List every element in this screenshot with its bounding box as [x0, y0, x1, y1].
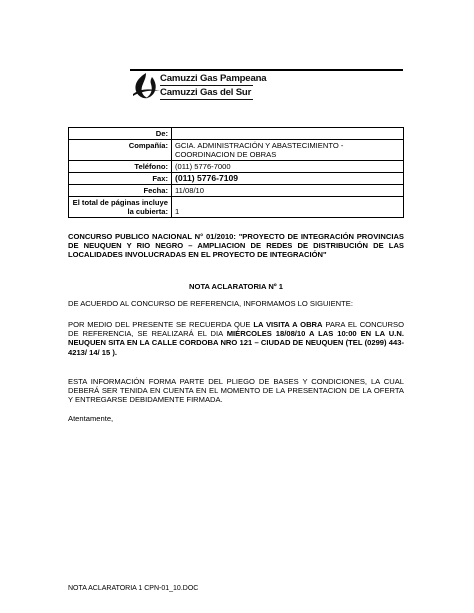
table-row: [69, 128, 404, 140]
fax-value: (011) 5776-7109: [172, 173, 404, 185]
nota-title: NOTA ACLARATORIA Nº 1: [189, 282, 283, 291]
fax-label: Fax:: [69, 173, 172, 185]
visit-text-1: POR MEDIO DEL PRESENTE SE RECUERDA QUE: [68, 320, 254, 329]
intro-paragraph: DE ACUERDO AL CONCURSO DE REFERENCIA, INFORMAMOS LO SIGUIENTE:: [68, 299, 353, 308]
concurso-heading: CONCURSO PUBLICO NACIONAL N° 01/2010: "PROYECTO DE INTEGRACIÓN PROVINCIAS DE NEUQUEN Y RIO NEGRO – AMPLIACION DE REDES DE DISTRIBUCIÓN DE LAS LOCALIDADES INVOLUCRADAS EN EL PROYECTO DE INTEGRACIÓN": [68, 232, 404, 260]
visit-highlight: LA VISITA A OBRA: [253, 320, 323, 329]
company-logo: [130, 72, 270, 102]
table-row: [69, 140, 404, 161]
logo-divider: [160, 85, 253, 86]
logo-text-pampeana: Camuzzi Gas Pampeana: [160, 73, 267, 84]
from-label: De:: [69, 128, 172, 140]
company-value: GCIA. ADMINISTRACIÓN Y ABASTECIMIENTO - COORDINACION DE OBRAS: [172, 140, 404, 161]
visit-text-2: PARA EL CONCURSO DE REFERENCIA, SE REALIZARÁ EL DIA: [68, 320, 404, 339]
page-count-label: El total de páginas incluye la cubierta:: [69, 197, 172, 218]
phone-label: Teléfono:: [69, 161, 172, 173]
phone-value: (011) 5776-7000: [172, 161, 404, 173]
footer-filename: NOTA ACLARATORIA 1 CPN-01_10.DOC: [68, 585, 199, 592]
logo-divider: [160, 99, 253, 100]
flame-logo-icon: [130, 72, 162, 100]
table-row: [69, 197, 404, 218]
header-rule: [130, 69, 403, 71]
table-row: [69, 185, 404, 197]
visit-details: MIÉRCOLES 18/08/10 A LAS 10:00 EN LA U.N. NEUQUEN SITA EN LA CALLE CORDOBA NRO 121 – CIUDAD DE NEUQUEN (TEL (0299) 443-4213/ 14/ 15 ).: [68, 329, 404, 357]
visit-paragraph: [68, 320, 404, 357]
logo-text-sur: Camuzzi Gas del Sur: [160, 87, 252, 98]
table-row: [69, 161, 404, 173]
page-count-value: 1: [172, 197, 404, 218]
date-label: Fecha:: [69, 185, 172, 197]
from-value: [172, 128, 404, 140]
table-row: [69, 173, 404, 185]
fax-cover-table: [68, 127, 404, 218]
info-paragraph: ESTA INFORMACIÓN FORMA PARTE DEL PLIEGO DE BASES Y CONDICIONES, LA CUAL DEBERÁ SER TENIDA EN CUENTA EN EL MOMENTO DE LA PRESENTACION DE LA OFERTA Y ENTREGARSE DEBIDAMENTE FIRMADA.: [68, 377, 404, 405]
closing-text: Atentamente,: [68, 414, 114, 423]
company-label: Compañía:: [69, 140, 172, 161]
date-value: 11/08/10: [172, 185, 404, 197]
